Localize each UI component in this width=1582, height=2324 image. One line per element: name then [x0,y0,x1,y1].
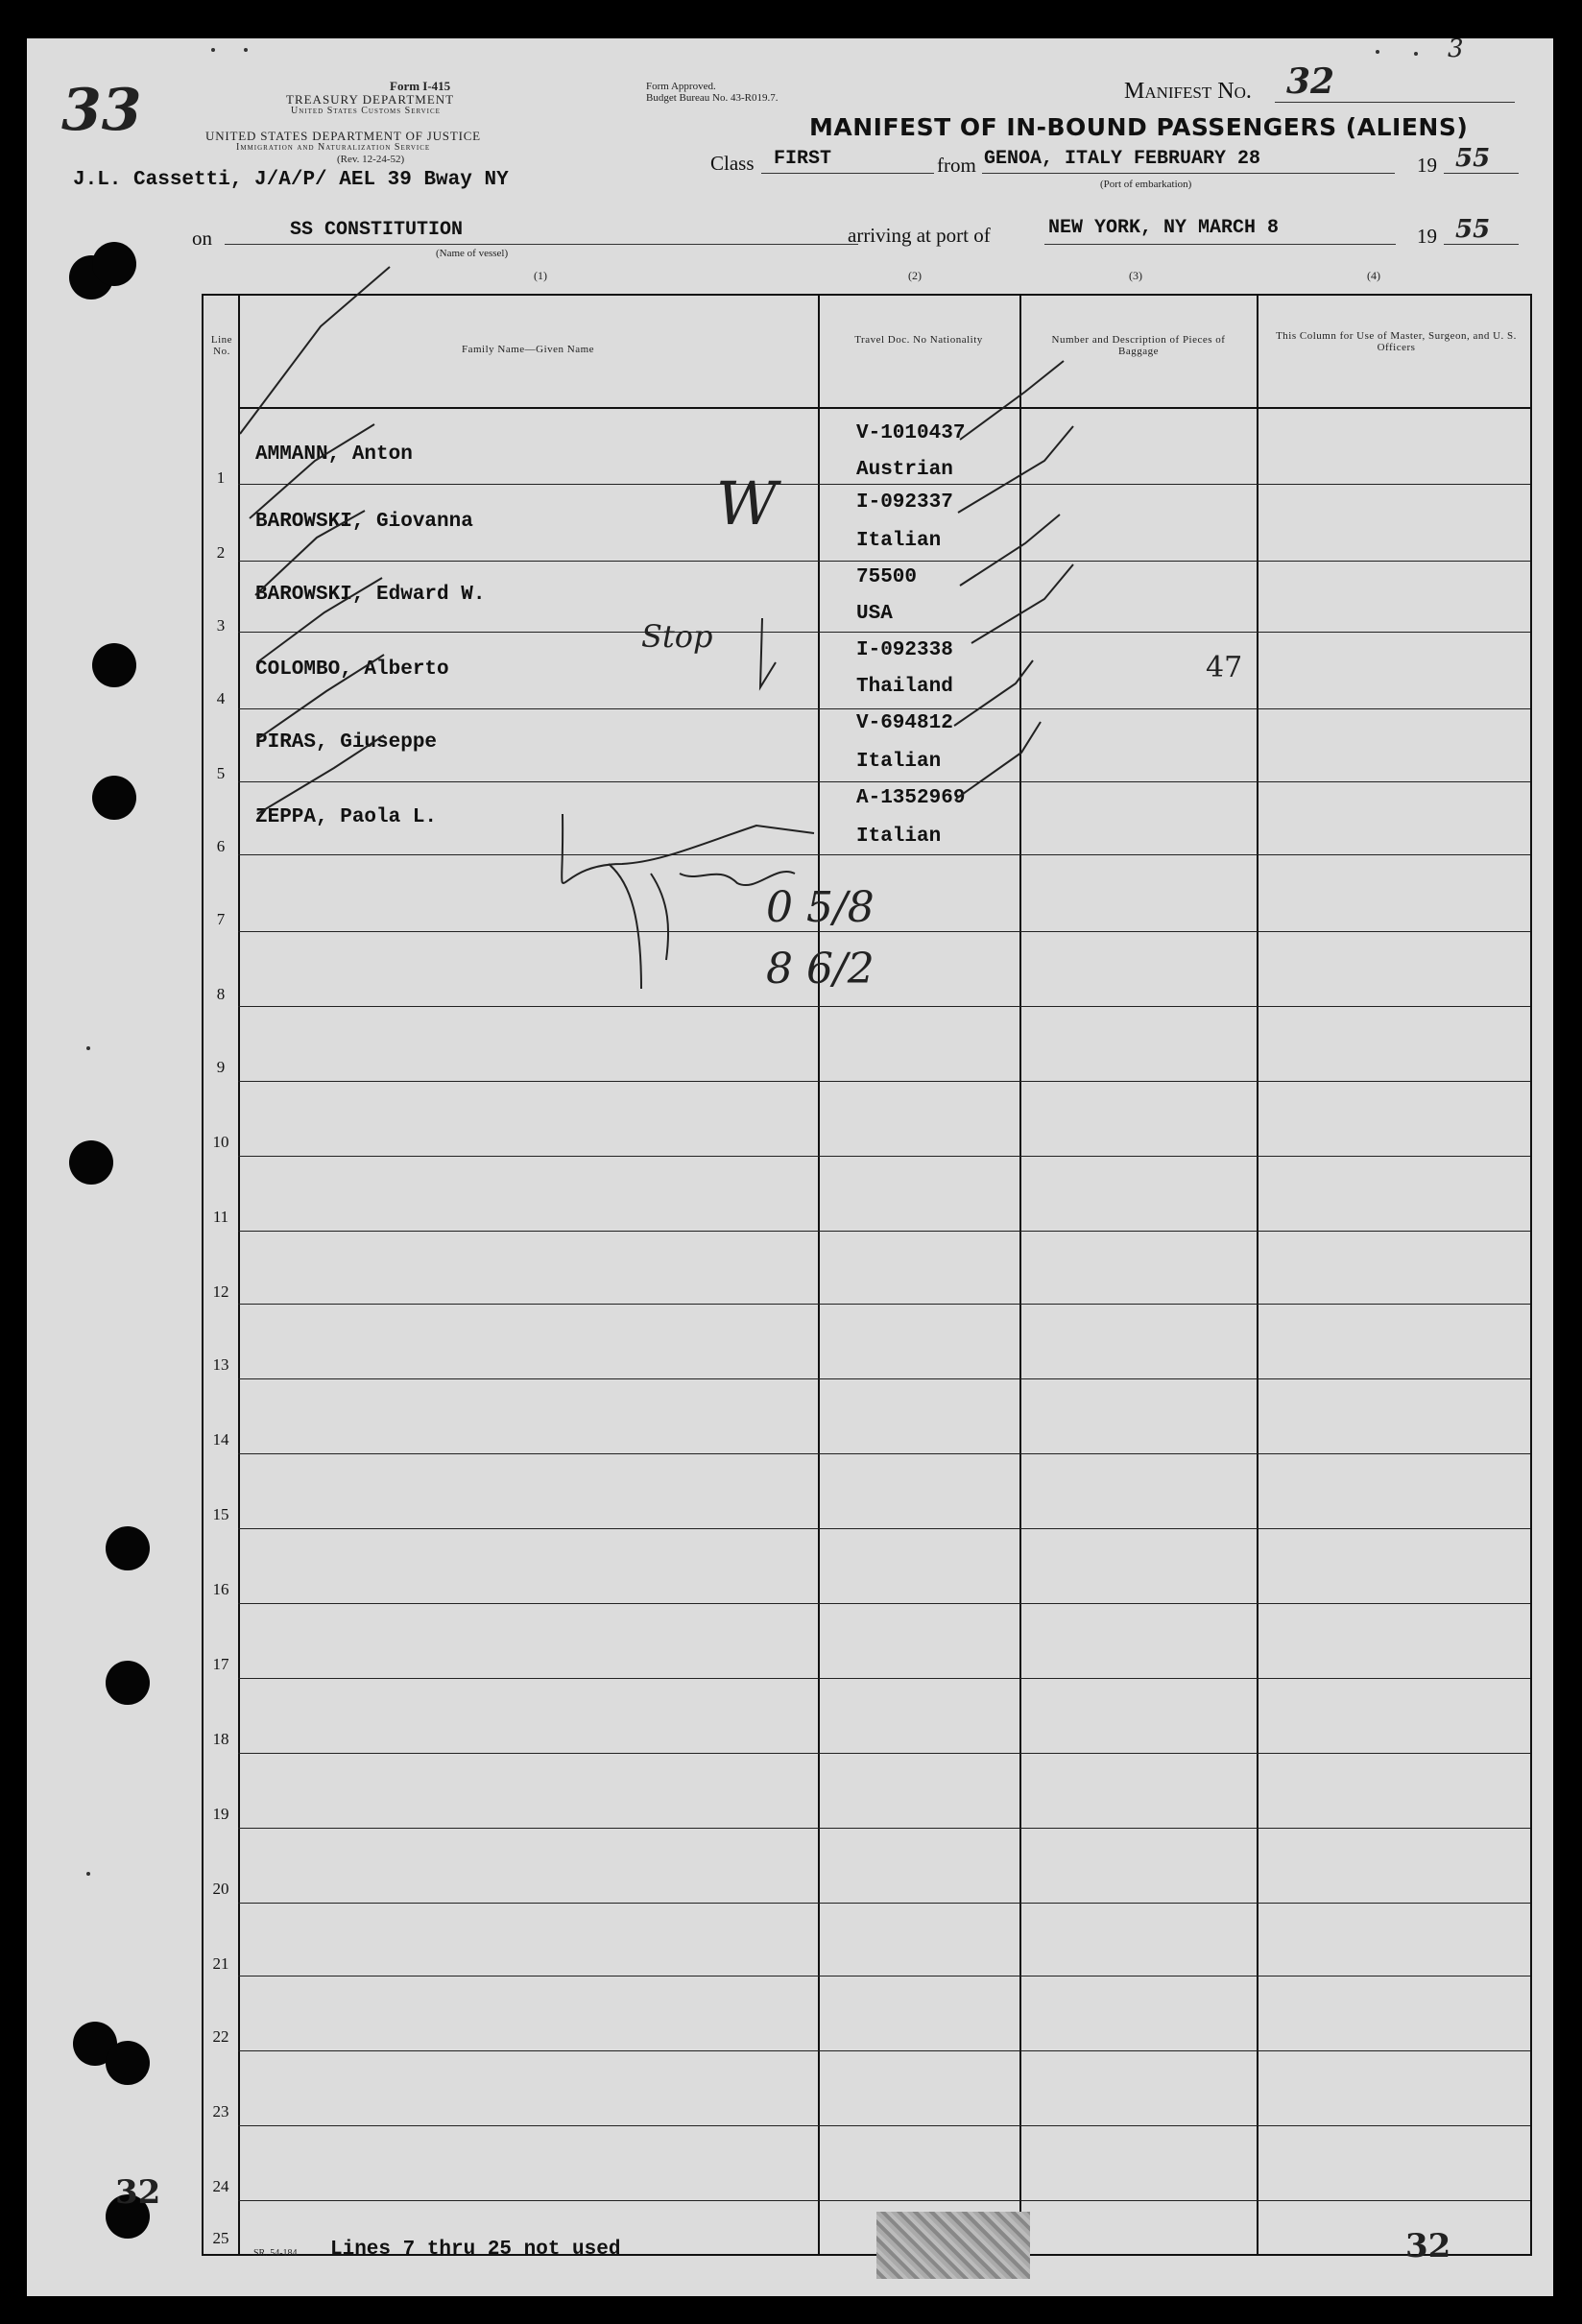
page-stripe [876,2212,1030,2279]
manifest-number-label: Manifest No. [1124,79,1252,104]
line-number: 8 [216,985,226,1003]
line-number: 7 [216,910,226,928]
officers-column-header: This Column for Use of Master, Surgeon, and U. S. Officers [1276,330,1517,353]
handwritten-check-marks [27,38,1553,2296]
nationality: Austrian [856,459,953,481]
arrival-year-prefix: 19 [1417,225,1437,248]
agent-line: J.L. Cassetti, J/A/P/ AEL 39 Bway NY [73,169,509,191]
page-number-left: 32 [115,2173,161,2212]
line-number: 15 [212,1505,229,1523]
handwritten-stop-mark: Stop [641,618,713,655]
column-number-4: (4) [1367,269,1380,282]
ins-service: Immigration and Naturalization Service [236,142,431,153]
line-number: 25 [212,2229,229,2247]
manifest-title: MANIFEST OF IN-BOUND PASSENGERS (ALIENS) [809,113,1469,141]
arrival-value: NEW YORK, NY MARCH 8 [1048,217,1280,239]
line-number: 2 [216,543,226,562]
page-number-right: 32 [1405,2227,1451,2265]
travel-doc-number: I-092338 [856,639,953,661]
manifest-page [27,38,1553,2296]
nationality: Thailand [856,676,953,698]
punch-hole [106,1661,150,1705]
column-number-2: (2) [908,269,922,282]
handwritten-top-left-number: 33 [61,77,142,144]
vessel-caption: (Name of vessel) [436,248,509,259]
travel-doc-number: V-694812 [856,712,953,734]
arriving-label: arriving at port of [848,224,991,247]
family-name-header: Family Name—Given Name [461,344,595,355]
line-number: 5 [216,764,226,782]
line-number: 19 [212,1805,229,1823]
punch-hole [92,242,136,286]
class-label: Class [710,152,755,175]
punch-hole [69,1140,113,1185]
line-number: 23 [212,2102,229,2120]
customs-service: United States Customs Service [291,106,441,116]
passenger-name: PIRAS, Giuseppe [255,731,438,754]
from-label: from [937,154,976,177]
line-number-header: Line No. [210,334,233,357]
form-code: SR. 54-184 [253,2248,298,2259]
punch-hole [92,776,136,820]
column-number-3: (3) [1129,269,1142,282]
passenger-name: BAROWSKI, Edward W. [255,584,486,606]
travel-doc-number: V-1010437 [856,422,966,444]
form-number: Form I-415 [390,79,451,93]
nationality: Italian [856,751,942,773]
line-number: 9 [216,1058,226,1076]
line-number: 17 [212,1655,229,1673]
footer-note: Lines 7 thru 25 not used [330,2239,621,2261]
port-of-embarkation-caption: (Port of embarkation) [1100,179,1192,190]
punch-hole [92,643,136,687]
line-number: 14 [212,1430,229,1449]
revision-date: (Rev. 12-24-52) [337,154,405,165]
baggage-count: 47 [1206,651,1243,684]
handwritten-fraction-upper: 0 5/8 [766,883,875,932]
justice-department: UNITED STATES DEPARTMENT OF JUSTICE [205,129,481,143]
line-number: 3 [216,616,226,635]
handwritten-w-mark: W [716,468,778,539]
handwritten-fraction-lower: 8 6/2 [766,945,875,994]
arrival-year-value: 55 [1455,215,1491,244]
line-number: 22 [212,2027,229,2046]
line-number: 13 [212,1355,229,1374]
punch-hole [106,1526,150,1570]
line-number: 24 [212,2177,229,2195]
line-number: 11 [212,1208,229,1226]
punch-hole [106,2041,150,2085]
column-number-1: (1) [534,269,547,282]
travel-doc-number: 75500 [856,566,918,588]
baggage-header: Number and Description of Pieces of Baggage [1051,334,1226,357]
line-number: 21 [212,1954,229,1973]
year-value: 55 [1455,144,1491,173]
treasury-department: TREASURY DEPARTMENT [286,92,455,107]
line-number: 16 [212,1580,229,1598]
year-prefix: 19 [1417,154,1437,177]
class-value: FIRST [774,148,832,170]
passenger-name: COLOMBO, Alberto [255,659,449,681]
travel-doc-number: A-1352969 [856,787,966,809]
line-number: 1 [216,468,226,487]
budget-bureau-number: Budget Bureau No. 43-R019.7. [646,92,779,104]
manifest-number-value: 32 [1286,61,1335,102]
line-number: 18 [212,1730,229,1748]
corner-handwritten-mark: 3 [1448,38,1464,63]
nationality: Italian [856,530,942,552]
on-label: on [192,227,212,250]
passenger-name: AMMANN, Anton [255,443,413,466]
passenger-name: BAROWSKI, Giovanna [255,511,473,533]
from-value: GENOA, ITALY FEBRUARY 28 [984,148,1261,170]
passenger-name: ZEPPA, Paola L. [255,806,438,828]
form-approved: Form Approved. [646,81,716,92]
travel-doc-number: I-092337 [856,491,953,514]
line-number: 20 [212,1880,229,1898]
line-number: 4 [216,689,226,707]
line-number: 10 [212,1133,229,1151]
nationality: Italian [856,826,942,848]
line-number: 12 [212,1282,229,1301]
vessel-name: SS CONSTITUTION [290,219,464,241]
travel-doc-header: Travel Doc. No Nationality [854,334,983,346]
line-number: 6 [216,837,226,855]
nationality: USA [856,603,893,625]
